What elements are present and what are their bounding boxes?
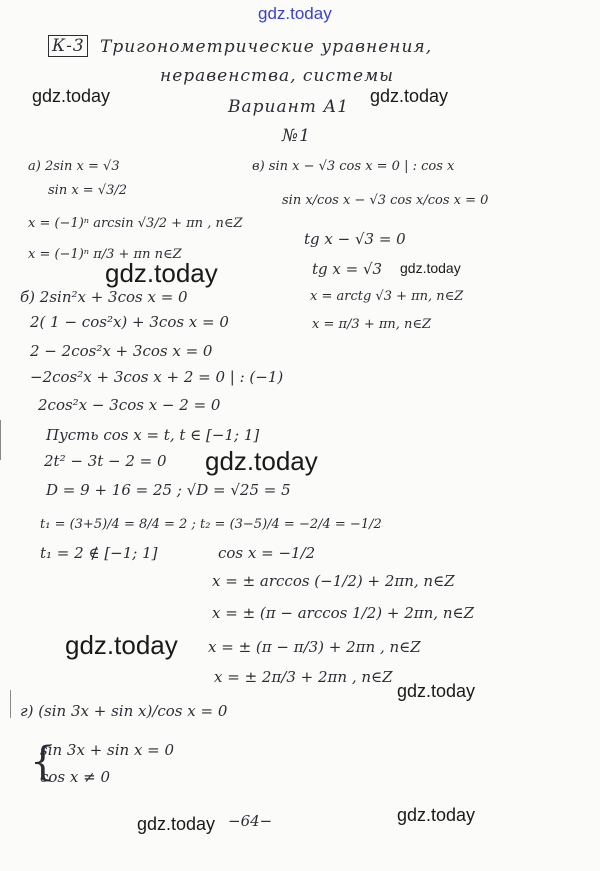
line-b5: 2cos²x − 3cos x − 2 = 0 — [38, 396, 221, 414]
watermark: gdz.today — [400, 260, 461, 276]
line-a3: x = (−1)ⁿ arcsin √3/2 + πn , n∈Z — [28, 216, 243, 231]
page-title-line1: Тригонометрические уравнения, — [100, 37, 433, 57]
watermark: gdz.today — [137, 814, 216, 834]
line-v2: sin x/cos x − √3 cos x/cos x = 0 — [282, 193, 489, 208]
line-a1: а) 2sin x = √3 — [28, 159, 120, 174]
line-b2: 2( 1 − cos²x) + 3cos x = 0 — [30, 313, 229, 331]
system-brace: { — [30, 739, 56, 785]
line-v6: x = π/3 + πn, n∈Z — [312, 317, 432, 332]
task-code: К-3 — [52, 36, 85, 56]
line-b3: 2 − 2cos²x + 3cos x = 0 — [30, 342, 213, 360]
margin-mark — [10, 690, 11, 718]
line-v5: x = arctg √3 + πn, n∈Z — [310, 289, 464, 304]
line-a2: sin x = √3/2 — [48, 183, 128, 198]
line-v1: в) sin x − √3 cos x = 0 | : cos x — [252, 159, 455, 174]
exercise-number: №1 — [282, 126, 311, 146]
line-a4: x = (−1)ⁿ π/3 + πn n∈Z — [28, 247, 182, 262]
line-v3: tg x − √3 = 0 — [304, 230, 406, 248]
page-number: −64− — [228, 812, 273, 830]
variant-label: Вариант А1 — [228, 97, 350, 117]
line-b14: x = ± (π − π/3) + 2πn , n∈Z — [208, 638, 421, 656]
watermark: gdz.today — [397, 681, 476, 701]
line-b10: t₁ = 2 ∉ [−1; 1] — [40, 544, 158, 562]
line-b11: cos x = −1/2 — [218, 544, 316, 562]
watermark-top: gdz.today — [258, 4, 332, 23]
line-b8: D = 9 + 16 = 25 ; √D = √25 = 5 — [46, 481, 291, 499]
page-edge-mark — [0, 420, 1, 460]
line-b13: x = ± (π − arccos 1/2) + 2πn, n∈Z — [212, 604, 475, 622]
line-g1: г) (sin 3x + sin x)/cos x = 0 — [20, 702, 228, 720]
line-b12: x = ± arccos (−1/2) + 2πn, n∈Z — [212, 572, 455, 590]
page-title-line2: неравенства, системы — [160, 66, 395, 86]
watermark: gdz.today — [32, 86, 111, 106]
line-b1: б) 2sin²x + 3cos x = 0 — [20, 288, 188, 306]
watermark: gdz.today — [370, 86, 449, 106]
watermark: gdz.today — [105, 258, 218, 288]
line-b15: x = ± 2π/3 + 2πn , n∈Z — [214, 668, 393, 686]
watermark: gdz.today — [397, 805, 476, 825]
line-b7: 2t² − 3t − 2 = 0 — [44, 452, 167, 470]
line-b4: −2cos²x + 3cos x + 2 = 0 | : (−1) — [30, 368, 284, 386]
watermark: gdz.today — [205, 446, 318, 476]
line-g2: sin 3x + sin x = 0 — [40, 741, 175, 759]
line-g3: cos x ≠ 0 — [40, 768, 111, 786]
line-v4: tg x = √3 — [312, 260, 383, 278]
line-b6: Пусть cos x = t, t ∈ [−1; 1] — [46, 426, 260, 444]
line-b9: t₁ = (3+5)/4 = 8/4 = 2 ; t₂ = (3−5)/4 = −2/4 = −1/2 — [40, 517, 382, 532]
watermark: gdz.today — [65, 630, 178, 660]
